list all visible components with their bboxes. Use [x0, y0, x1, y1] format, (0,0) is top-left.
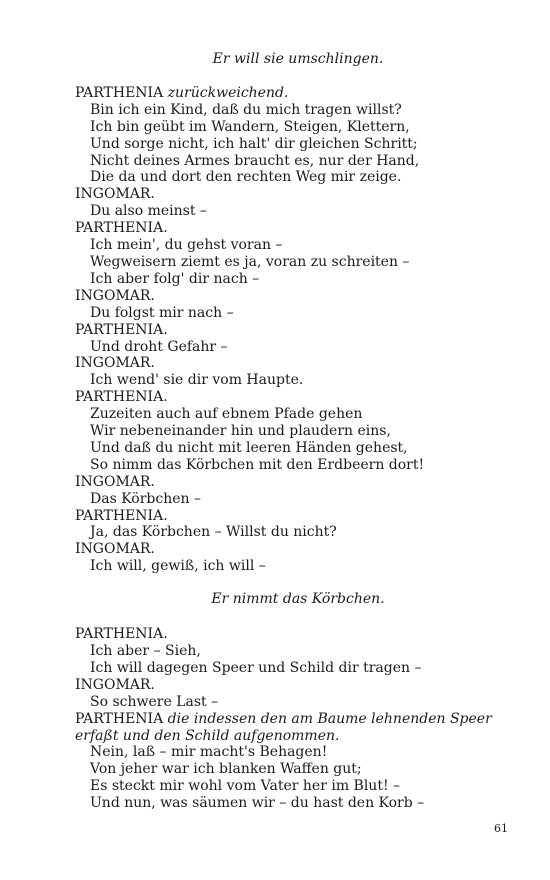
verse-line: Nicht deines Armes braucht es, nur der Hand, — [90, 152, 420, 169]
verse-line: Wir nebeneinander hin und plaudern eins, — [90, 423, 391, 440]
speaker-direction: zurückweichend. — [167, 84, 289, 101]
verse-line: Bin ich ein Kind, daß du mich tragen willst? — [90, 101, 402, 118]
speaker-name: INGOMAR. — [75, 186, 155, 203]
verse-line: Und nun, was säumen wir – du hast den Korb – — [90, 795, 425, 812]
speaker-line — [75, 322, 515, 339]
verse-line: Und daß du nicht mit leeren Händen gehest, — [90, 439, 408, 456]
verse-line: Wegweisern ziemt es ja, voran zu schreiten – — [90, 253, 410, 270]
speaker-line — [75, 355, 515, 372]
stage-direction: Er will sie umschlingen. — [212, 51, 384, 67]
speaker-name: INGOMAR. — [75, 287, 155, 304]
verse-line: Ich wend' sie dir vom Haupte. — [90, 372, 304, 389]
verse-line: Nein, laß – mir macht's Behagen! — [90, 744, 328, 761]
verse-line: Ich will, gewiß, ich will – — [90, 558, 266, 575]
verse-line: Ich bin geübt im Wandern, Steigen, Klettern, — [90, 118, 410, 135]
speaker-line — [75, 220, 515, 237]
dialogue-block — [75, 626, 515, 812]
speaker-line — [75, 288, 515, 305]
speaker-name: INGOMAR. — [75, 355, 155, 372]
speaker-line — [75, 85, 515, 102]
speaker-line — [75, 389, 515, 406]
verse-line: Die da und dort den rechten Weg mir zeige. — [90, 169, 402, 186]
verse-line: Und droht Gefahr – — [90, 338, 228, 355]
dialogue-block — [75, 85, 515, 575]
speaker-name: PARTHENIA. — [75, 507, 168, 524]
verse-line: Zuzeiten auch auf ebnem Pfade gehen — [90, 406, 363, 423]
page-number: 61 — [494, 822, 508, 835]
verse-line: Du also meinst – — [90, 203, 207, 220]
verse-line: Von jeher war ich blanken Waffen gut; — [90, 761, 362, 778]
speaker-name: PARTHENIA. — [75, 389, 168, 406]
speaker-line — [75, 677, 515, 694]
stage-direction: Er nimmt das Körbchen. — [211, 591, 385, 608]
speaker-direction: die indessen den am Baume lehnenden Speer erfaßt und den Schild aufgenommen. — [75, 710, 492, 744]
speaker-line — [75, 508, 515, 525]
speaker-line — [75, 711, 515, 745]
verse-line: So nimm das Körbchen mit den Erdbeern dort! — [90, 456, 425, 473]
speaker-name: PARTHENIA — [75, 84, 164, 101]
verse-line: Ich aber folg' dir nach – — [90, 270, 260, 287]
verse-line: Das Körbchen – — [90, 490, 201, 507]
speaker-name: INGOMAR. — [75, 541, 155, 558]
verse-line: So schwere Last – — [90, 693, 219, 710]
verse-line: Du folgst mir nach – — [90, 304, 234, 321]
speaker-name: PARTHENIA. — [75, 321, 168, 338]
verse-line: Es steckt mir wohl vom Vater her im Blut! – — [90, 778, 401, 795]
speaker-name: PARTHENIA — [75, 710, 164, 727]
verse-line: Ja, das Körbchen – Willst du nicht? — [90, 524, 337, 541]
speaker-line — [75, 541, 515, 558]
verse-line: Ich will dagegen Speer und Schild dir tragen – — [90, 659, 422, 676]
play-text — [75, 51, 515, 812]
verse-line: Ich aber – Sieh, — [90, 643, 201, 659]
speaker-name: INGOMAR. — [75, 473, 155, 490]
speaker-name: PARTHENIA. — [75, 220, 168, 237]
verse-line: Ich mein', du gehst voran – — [90, 237, 283, 254]
speaker-line — [75, 186, 515, 203]
speaker-line — [75, 474, 515, 491]
speaker-name: INGOMAR. — [75, 676, 155, 693]
speaker-name: PARTHENIA. — [75, 626, 168, 643]
verse-line: Und sorge nicht, ich halt' dir gleichen Schritt; — [90, 135, 418, 152]
speaker-line — [75, 626, 515, 643]
